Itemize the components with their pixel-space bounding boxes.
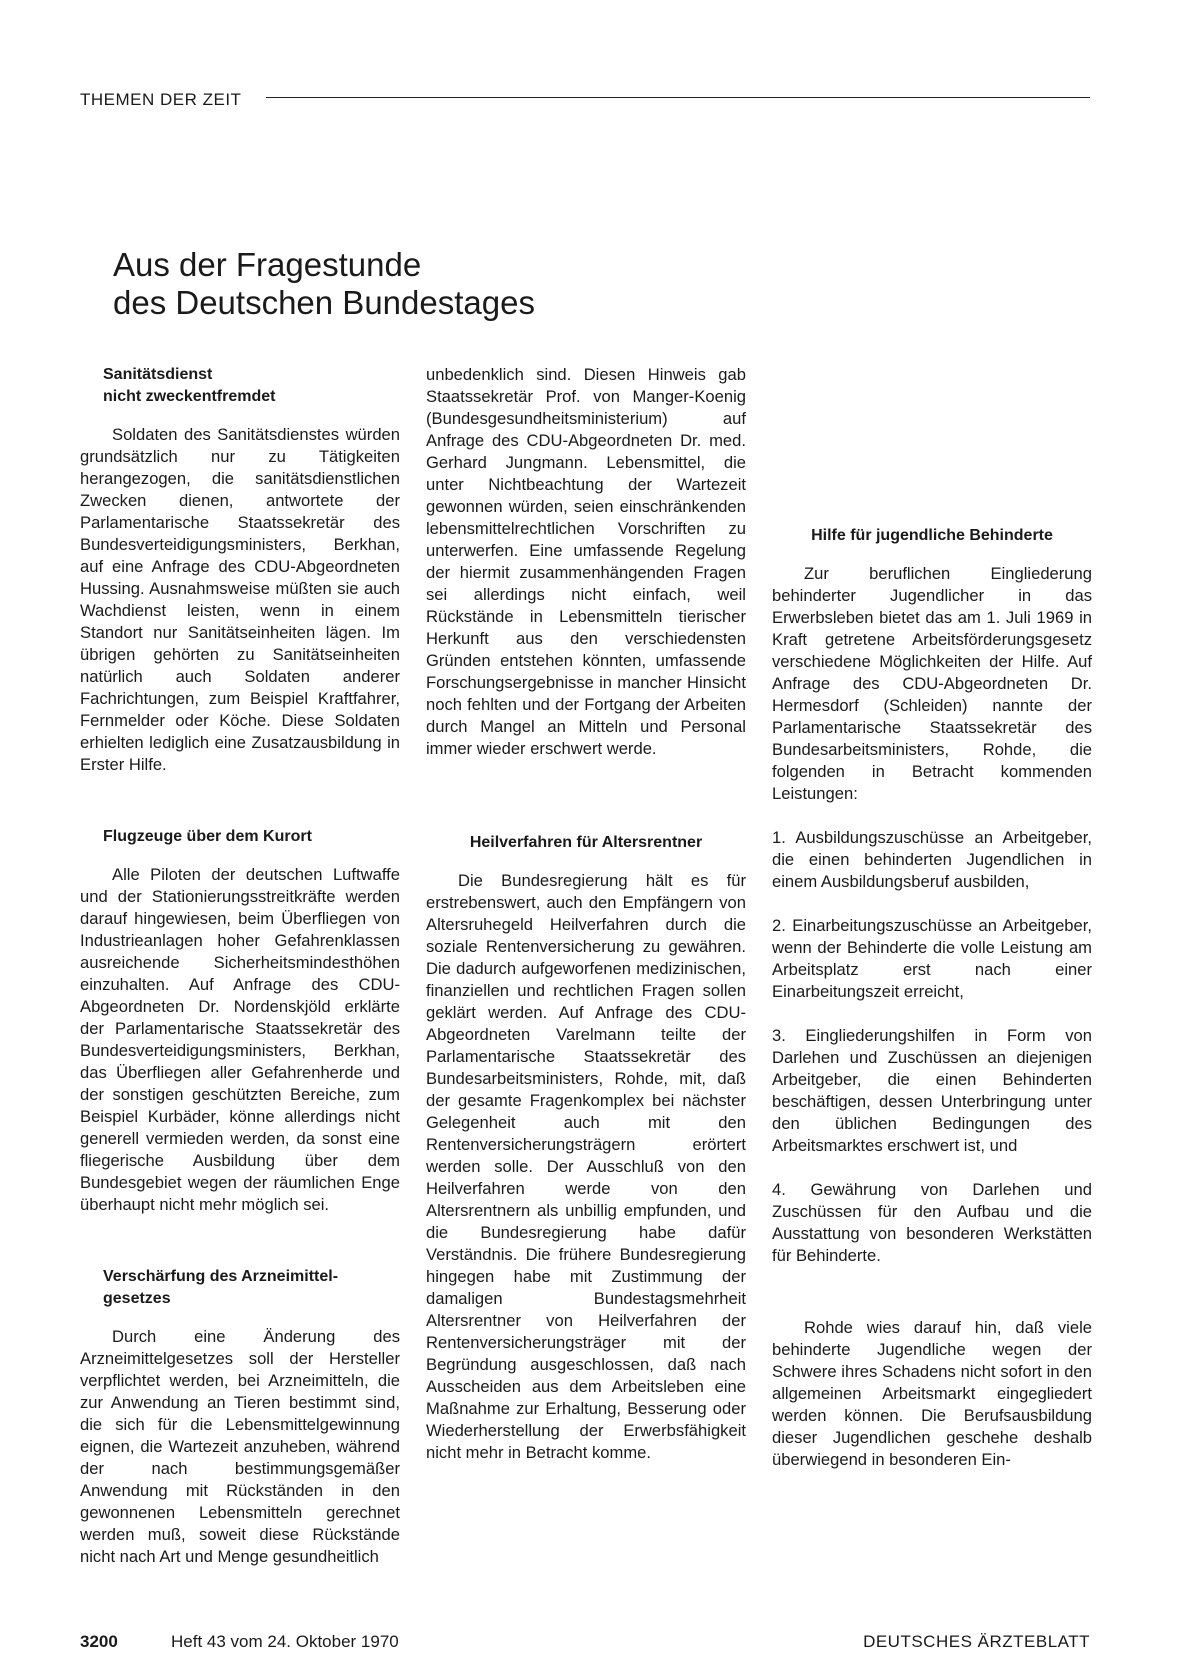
column-1 xyxy=(80,364,400,1568)
page-number: 3200 xyxy=(80,1632,118,1651)
paragraph-continued: Durch eine Änderung des Arzneimittelgesetzes soll der Hersteller verpflichtet werden, bei Arzneimitteln, die zur Anwendung an Tieren bestimmt sind, die sich für die Lebensmittelgewinnung eignen, die Wartezeit anzuheben, während der nach bestimmungsgemäßer Anwendung mit Rückständen in den gewonnenen Lebensmitteln gerechnet werden muß, soweit diese Rückstände nicht nach Art und Menge gesundheitlich xyxy=(80,1327,400,1566)
paragraph-continued: Die Bundesregierung hält es für erstrebenswert, auch den Empfängern von Altersruhegeld Heilverfahren durch die soziale Rentenversicherung zu gewähren. Die dadurch aufgeworfenen medizinischen, finanziellen und rechtlichen Fragen sollen geklärt werden. Auf Anfrage des CDU-Abgeordneten Varelmann teilte der Parlamentarische Staatssekretär des Bundesarbeitsministers, Rohde, mit, daß der gesamte Fragenkomplex bei nächster Gelegenheit auch mit den Rentenversicherungsträgern erörtert werden solle. Der Ausschluß von den Heilverfahren werde von den Altersrentnern als unbillig empfunden, und die Bundesregierung habe dafür Verständnis. Die frühere Bundesregierung hingegen habe mit Zustimmung der damaligen Bundestagsmehrheit Altersrentner von Heilverfahren der Rentenversicherungsträger mit der Begründung ausgeschlossen, daß nach Ausscheiden aus dem Arbeitsleben eine Maßnahme zur Erhaltung, Besserung oder Wiederherstellung der Erwerbsfähigkeit nicht mehr in Betracht komme. xyxy=(426,871,746,1462)
column-flow-spacer xyxy=(772,253,1092,465)
section-heading-heilverfahren: Heilverfahren für Altersrentner xyxy=(469,834,703,851)
article-title-line2: des Deutschen Bundestages xyxy=(113,284,535,321)
section-heading-arzneimittelgesetz: Verschärfung des Arzneimittel- gesetzes xyxy=(103,1268,339,1307)
section-label: THEMEN DER ZEIT xyxy=(80,90,242,109)
list-item: 4. Gewährung von Darlehen und Zuschüssen für den Aufbau und die Ausstattung von besonderen Werkstätten für Behinderte. xyxy=(772,1180,1092,1265)
list-item: 3. Eingliederungshilfen in Form von Darlehen und Zuschüssen an diejenigen Arbeitgeber, die einen Behinderten beschäftigen, dessen Unterbringung unter den üblichen Bedingungen des Arbeitsmarktes erschwert ist, und xyxy=(772,1026,1092,1155)
article-title xyxy=(113,246,535,322)
paragraph: Alle Piloten der deutschen Luftwaffe und der Stationierungsstreitkräfte werden darauf hingewiesen, beim Überfliegen von Industrieanlagen hoher Gefahrenklassen ausreichende Sicherheitsmindesthöhen einzuhalten. Auf Anfrage des CDU-Abgeordneten Dr. Nordenskjöld erklärte der Parlamentarische Staatssekretär des Bundesverteidigungsministers, Berkhan, das Überfliegen aller Gefahrenherde und der sonstigen geschützten Bereiche, zum Beispiel Kurbäder, könne allerdings nicht generell vermieden werden, da sonst eine fliegerische Ausbildung über dem Bundesgebiet wegen der räumlichen Enge überhaupt nicht mehr möglich sei. xyxy=(80,865,400,1214)
paragraph-continuation: unbedenklich sind. Diesen Hinweis gab Staatssekretär Prof. von Manger-Koenig (Bundesgesundheitsministerium) auf Anfrage des CDU-Abgeordneten Dr. med. Gerhard Jungmann. Lebensmittel, die unter Nichtbeachtung der Wartezeit gewonnen würden, seien einschränkenden lebensmittelrechtlichen Vorschriften zu unterwerfen. Eine umfassende Regelung der hiermit zusammenhängenden Fragen sei allerdings nicht einfach, weil Rückstände in Lebensmitteln tierischer Herkunft aus den verschiedensten Gründen entstehen könnten, umfassende Forschungsergebnisse in mancher Hinsicht noch fehlten und der Fortgang der Arbeiten durch Mangel an Mitteln und Personal immer wieder erschwert werde. xyxy=(426,365,746,758)
journal-name: DEUTSCHES ÄRZTEBLATT xyxy=(863,1632,1090,1651)
column-3 xyxy=(772,253,1092,1471)
article-title-line1: Aus der Fragestunde xyxy=(113,246,422,283)
column-2 xyxy=(426,364,746,1464)
section-heading-sanitaetsdienst: Sanitätsdienst nicht zweckentfremdet xyxy=(103,366,276,405)
list-item: 1. Ausbildungszuschüsse an Arbeitgeber, die einen behinderten Jugendlichen in einem Ausbildungsberuf ausbilden, xyxy=(772,828,1092,891)
section-heading-behinderte: Hilfe für jugendliche Behinderte xyxy=(811,527,1053,544)
section-heading-flugzeuge: Flugzeuge über dem Kurort xyxy=(103,828,312,845)
header-rule xyxy=(266,97,1090,98)
paragraph: Zur beruflichen Eingliederung behinderter Jugendlicher in das Erwerbsleben bietet das am 1. Juli 1969 in Kraft getretene Arbeitsförderungsgesetz verschiedene Möglichkeiten der Hilfe. Auf Anfrage des CDU-Abgeordneten Dr. Hermesdorf (Schleiden) nannte der Parlamentarische Staatssekretär des Bundesarbeitsministers, Rohde, die folgenden in Betracht kommenden Leistungen: xyxy=(772,564,1092,803)
paragraph: Soldaten des Sanitätsdienstes würden grundsätzlich nur zu Tätigkeiten herangezogen, die sanitätsdienstlichen Zwecken dienen, antwortete der Parlamentarische Staatssekretär des Bundesverteidigungsministers, Berkhan, auf eine Anfrage des CDU-Abgeordneten Hussing. Ausnahmsweise müßten sie auch Wachdienst leisten, wenn in einem Standort nur Sanitätseinheiten lägen. Im übrigen gehörten zu Sanitätseinheiten natürlich auch Soldaten anderer Fachrichtungen, zum Beispiel Kraftfahrer, Fernmelder oder Köche. Diese Soldaten erhielten lediglich eine Zusatzausbildung in Erster Hilfe. xyxy=(80,425,400,774)
issue-info: Heft 43 vom 24. Oktober 1970 xyxy=(171,1632,399,1651)
list-item: 2. Einarbeitungszuschüsse an Arbeitgeber, wenn der Behinderte die volle Leistung am Arbeitsplatz erst nach einer Einarbeitungszeit erreicht, xyxy=(772,916,1092,1001)
paragraph: Rohde wies darauf hin, daß viele behinderte Jugendliche wegen der Schwere ihres Schadens nicht sofort in den allgemeinen Arbeitsmarkt eingegliedert werden können. Die Berufsausbildung dieser Jugendlichen geschehe deshalb überwiegend in besonderen Ein- xyxy=(772,1318,1092,1469)
